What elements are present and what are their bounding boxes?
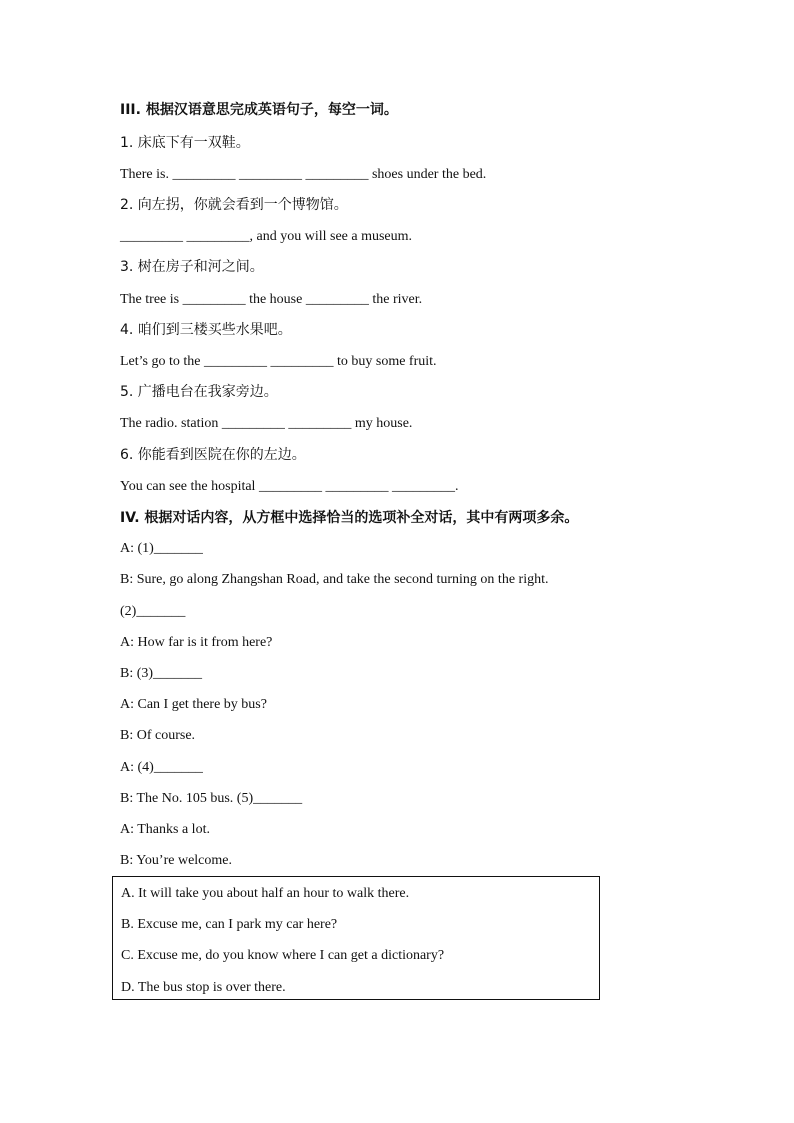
dialogue-line-10: A: Thanks a lot.	[120, 822, 210, 837]
dialogue-line-4: A: How far is it from here?	[120, 635, 273, 650]
option-c: C. Excuse me, do you know where I can get a dictionary?	[121, 948, 445, 963]
option-d: D. The bus stop is over there.	[121, 980, 286, 995]
question-2-english: _________ _________, and you will see a museum.	[120, 229, 413, 244]
dialogue-line-3: (2)_______	[120, 604, 186, 619]
dialogue-line-6: A: Can I get there by bus?	[120, 697, 267, 712]
section-4-heading: IV. 根据对话内容，从方框中选择恰当的选项补全对话，其中有两项多余。	[120, 510, 579, 526]
question-4-chinese: 4. 咱们到三楼买些水果吧。	[120, 322, 292, 338]
question-3-english: The tree is _________ the house _________ the river.	[120, 292, 423, 307]
option-a: A. It will take you about half an hour to walk there.	[121, 886, 410, 901]
question-3-chinese: 3. 树在房子和河之间。	[120, 259, 264, 275]
question-6-chinese: 6. 你能看到医院在你的左边。	[120, 447, 306, 463]
question-6-english: You can see the hospital _________ _________ _________.	[120, 479, 459, 494]
option-b: B. Excuse me, can I park my car here?	[121, 917, 338, 932]
dialogue-line-2: B: Sure, go along Zhangshan Road, and take the second turning on the right.	[120, 572, 549, 587]
dialogue-line-7: B: Of course.	[120, 728, 196, 743]
dialogue-line-11: B: You’re welcome.	[120, 853, 232, 868]
question-1-chinese: 1. 床底下有一双鞋。	[120, 135, 250, 151]
question-5-english: The radio. station _________ _________ my house.	[120, 416, 413, 431]
options-box	[112, 876, 600, 1000]
dialogue-line-1: A: (1)_______	[120, 541, 203, 556]
question-5-chinese: 5. 广播电台在我家旁边。	[120, 384, 278, 400]
dialogue-line-5: B: (3)_______	[120, 666, 203, 681]
question-1-english: There is. _________ _________ _________ shoes under the bed.	[120, 167, 487, 182]
question-2-chinese: 2. 向左拐，你就会看到一个博物馆。	[120, 197, 348, 213]
dialogue-line-8: A: (4)_______	[120, 760, 203, 775]
dialogue-line-9: B: The No. 105 bus. (5)_______	[120, 791, 303, 806]
section-3-heading: III. 根据汉语意思完成英语句子，每空一词。	[120, 102, 398, 118]
question-4-english: Let’s go to the _________ _________ to buy some fruit.	[120, 354, 437, 369]
